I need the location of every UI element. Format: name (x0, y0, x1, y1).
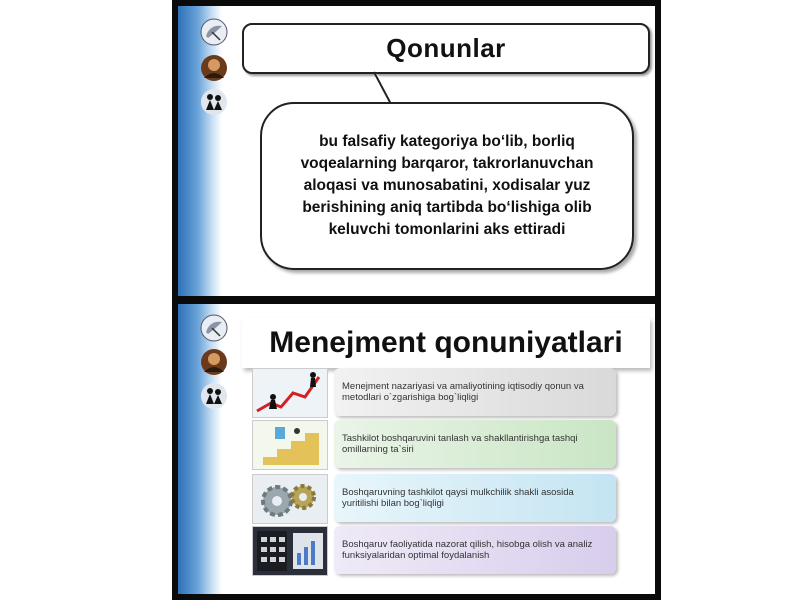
law-item (252, 368, 616, 416)
gears-money-icon (252, 474, 328, 524)
slide-title: Qonunlar (386, 33, 506, 63)
slide-title: Menejment qonuniyatlari (269, 326, 623, 359)
definition-speech-bubble (260, 102, 634, 270)
slide-menejment-qonuniyatlari (178, 304, 655, 594)
law-text: Menejment nazariyasi va amaliyotining iqtisodiy qonun va metodlari o`zgarishiga bog`liqligi (342, 381, 584, 403)
law-box (334, 420, 616, 468)
career-stairs-icon (252, 420, 328, 470)
law-text: Boshqaruvning tashkilot qaysi mulkchilik shakli asosida yuritilishi bilan bog`liqligi (342, 487, 574, 509)
law-item (252, 526, 616, 574)
law-item (252, 420, 616, 468)
satellite-dish-icon (200, 18, 228, 46)
person-portrait-icon (200, 348, 228, 376)
title-box (242, 23, 650, 74)
slide-qonunlar (178, 6, 655, 296)
law-item (252, 474, 616, 522)
law-box (334, 526, 616, 574)
side-decoration-strip (178, 6, 222, 296)
person-portrait-icon (200, 54, 228, 82)
law-box (334, 368, 616, 416)
finance-calculator-icon (252, 526, 328, 576)
business-people-icon (200, 382, 228, 410)
satellite-dish-icon (200, 314, 228, 342)
business-people-icon (200, 88, 228, 116)
climbing-growth-chart-icon (252, 368, 328, 418)
definition-text: bu falsafiy kategoriya bo‘lib, borliq voqealarning barqaror, takrorlanuvchan aloqasi va munosabatini, xodisalar yuz berishining aniq tartibda bo‘lishiga olib keluvchi tomonlarini aks ettiradi (300, 133, 594, 238)
law-text: Tashkilot boshqaruvini tanlash va shakllantirishga tashqi omillarning ta`siri (342, 433, 578, 455)
law-text: Boshqaruv faoliyatida nazorat qilish, hisobga olish va analiz funksiyalaridan optimal foydalanish (342, 539, 593, 561)
title-box (242, 318, 650, 368)
law-box (334, 474, 616, 522)
